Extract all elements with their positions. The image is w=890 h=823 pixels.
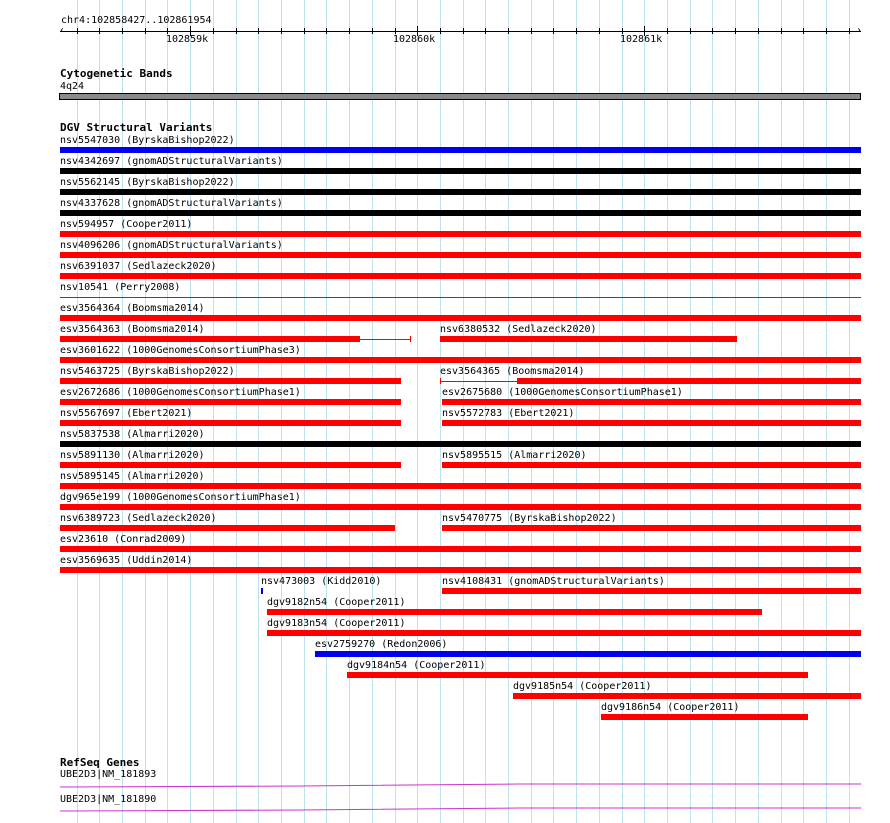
variant-label: nsv5895145 (Almarri2020) [60, 471, 205, 482]
variant-label: nsv5463725 (ByrskaBishop2022) [60, 366, 235, 377]
locus-label: chr4:102858427..102861954 [61, 15, 212, 26]
variant-label: nsv4337628 (gnomADStructuralVariants) [60, 198, 283, 209]
variant-label: esv3564364 (Boomsma2014) [60, 303, 205, 314]
variant-label: esv2759270 (Redon2006) [315, 639, 448, 650]
variant-label: dgv9184n54 (Cooper2011) [347, 660, 486, 671]
variant-label: esv2675680 (1000GenomesConsortiumPhase1) [442, 387, 683, 398]
cytoband-name: 4q24 [60, 81, 85, 92]
variant-label: nsv6391037 (Sedlazeck2020) [60, 261, 217, 272]
variant-label: nsv5837538 (Almarri2020) [60, 429, 205, 440]
variant-label: nsv594957 (Cooper2011) [60, 219, 193, 230]
variant-label: dgv9186n54 (Cooper2011) [601, 702, 740, 713]
arrow-right-icon: › [856, 25, 863, 36]
variant-label: esv2672686 (1000GenomesConsortiumPhase1) [60, 387, 301, 398]
variant-label: esv23610 (Conrad2009) [60, 534, 187, 545]
variant-label: esv3564363 (Boomsma2014) [60, 324, 205, 335]
gene-label: UBE2D3|NM_181890 [60, 794, 157, 805]
gene-label: UBE2D3|NM_181893 [60, 769, 157, 780]
ruler-label: 102861k [620, 34, 663, 45]
variant-label: esv3569635 (Uddin2014) [60, 555, 193, 566]
variant-label: nsv5567697 (Ebert2021) [60, 408, 193, 419]
gene-model[interactable] [60, 784, 861, 787]
ruler-label: 102859k [166, 34, 209, 45]
variant-label: dgv9183n54 (Cooper2011) [267, 618, 406, 629]
gene-model[interactable] [60, 808, 861, 811]
variant-label: nsv4342697 (gnomADStructuralVariants) [60, 156, 283, 167]
variant-label: nsv4096206 (gnomADStructuralVariants) [60, 240, 283, 251]
variant-label: nsv5891130 (Almarri2020) [60, 450, 205, 461]
variant-label: dgv965e199 (1000GenomesConsortiumPhase1) [60, 492, 301, 503]
variant-label: dgv9185n54 (Cooper2011) [513, 681, 652, 692]
variant-label: nsv5572783 (Ebert2021) [442, 408, 575, 419]
variant-label: nsv4108431 (gnomADStructuralVariants) [442, 576, 665, 587]
variant-label: nsv5562145 (ByrskaBishop2022) [60, 177, 235, 188]
variant-label: nsv10541 (Perry2008) [60, 282, 181, 293]
variant-label: nsv6380532 (Sedlazeck2020) [440, 324, 597, 335]
variant-label: nsv473003 (Kidd2010) [261, 576, 382, 587]
cytoband-track-title: Cytogenetic Bands [60, 67, 173, 80]
variant-label: nsv6389723 (Sedlazeck2020) [60, 513, 217, 524]
variant-label: nsv5547030 (ByrskaBishop2022) [60, 135, 235, 146]
refseq-track-title: RefSeq Genes [60, 756, 140, 769]
dgv-track-title: DGV Structural Variants [60, 121, 213, 134]
ruler-label: 102860k [393, 34, 436, 45]
variant-label: dgv9182n54 (Cooper2011) [267, 597, 406, 608]
variant-label: esv3564365 (Boomsma2014) [440, 366, 585, 377]
variant-label: esv3601622 (1000GenomesConsortiumPhase3) [60, 345, 301, 356]
variant-label: nsv5895515 (Almarri2020) [442, 450, 587, 461]
variant-label: nsv5470775 (ByrskaBishop2022) [442, 513, 617, 524]
